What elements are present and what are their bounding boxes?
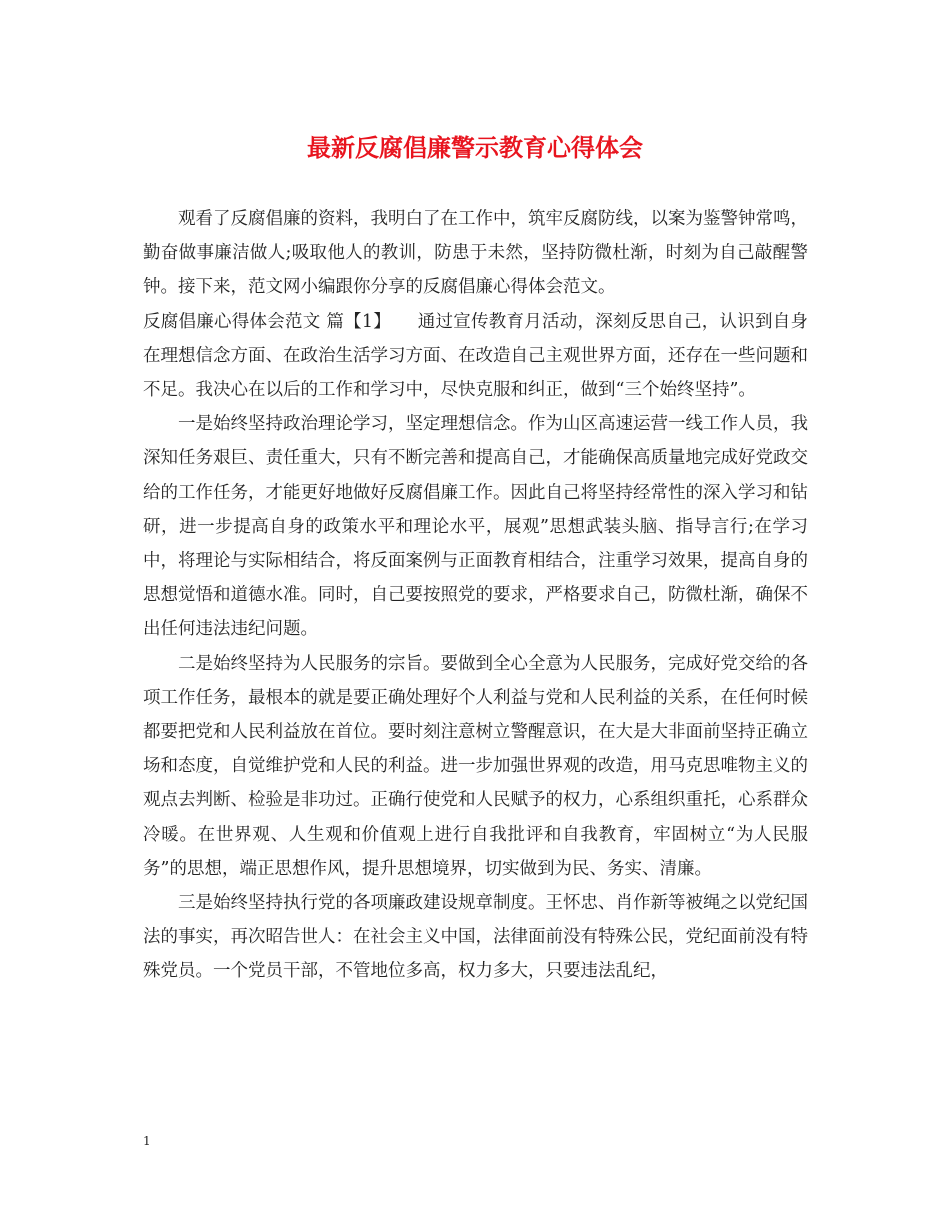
paragraph-intro: 观看了反腐倡廉的资料，我明白了在工作中，筑牢反腐防线，以案为鉴警钟常鸣，勤奋做事廉洁做人;吸取他人的教训，防患于未然，坚持防微杜渐，时刻为自己敲醒警钟。接下来，范文网小编跟你分享的反腐倡廉心得体会范文。 [143, 209, 808, 298]
document-body [143, 202, 808, 989]
paragraph-section-heading: 反腐倡廉心得体会范文 篇【1】 通过宣传教育月活动，深刻反思自己，认识到自身在理想信念方面、在政治生活学习方面、在改造自己主观世界方面，还存在一些问题和不足。我决心在以后的工作和学习中，尽快克服和纠正，做到“三个始终坚持”。 [143, 311, 808, 401]
paragraph-third-point: 三是始终坚持执行党的各项廉政建设规章制度。王怀忠、肖作新等被绳之以党纪国法的事实，再次昭告世人：在社会主义中国，法律面前没有特殊公民，党纪面前没有特殊党员。一个党员干部，不管地位多高，权力多大，只要违法乱纪， [143, 893, 808, 982]
document-title: 最新反腐倡廉警示教育心得体会 [307, 134, 643, 162]
paragraph-second-point: 二是始终坚持为人民服务的宗旨。要做到全心全意为人民服务，完成好党交给的各项工作任务，最根本的就是要正确处理好个人利益与党和人民利益的关系，在任何时候都要把党和人民利益放在首位。要时刻注意树立警醒意识，在大是大非面前坚持正确立场和态度，自觉维护党和人民的利益。进一步加强世界观的改造，用马克思唯物主义的观点去判断、检验是非功过。正确行使党和人民赋予的权力，心系组织重托，心系群众冷暖。在世界观、人生观和价值观上进行自我批评和自我教育，牢固树立“为人民服务”的思想，端正思想作风，提升思想境界，切实做到为民、务实、清廉。 [143, 653, 808, 879]
page-number: 1 [143, 1134, 151, 1148]
paragraph-first-point: 一是始终坚持政治理论学习，坚定理想信念。作为山区高速运营一线工作人员，我深知任务艰巨、责任重大，只有不断完善和提高自己，才能确保高质量地完成好党政交给的工作任务，才能更好地做好反腐倡廉工作。因此自己将坚持经常性的深入学习和钻研，进一步提高自身的政策水平和理论水平，展观”思想武装头脑、指导言行;在学习中，将理论与实际相结合，将反面案例与正面教育相结合，注重学习效果，提高自身的思想觉悟和道德水准。同时，自己要按照党的要求，严格要求自己，防微杜渐，确保不出任何违法违纪问题。 [143, 414, 808, 640]
